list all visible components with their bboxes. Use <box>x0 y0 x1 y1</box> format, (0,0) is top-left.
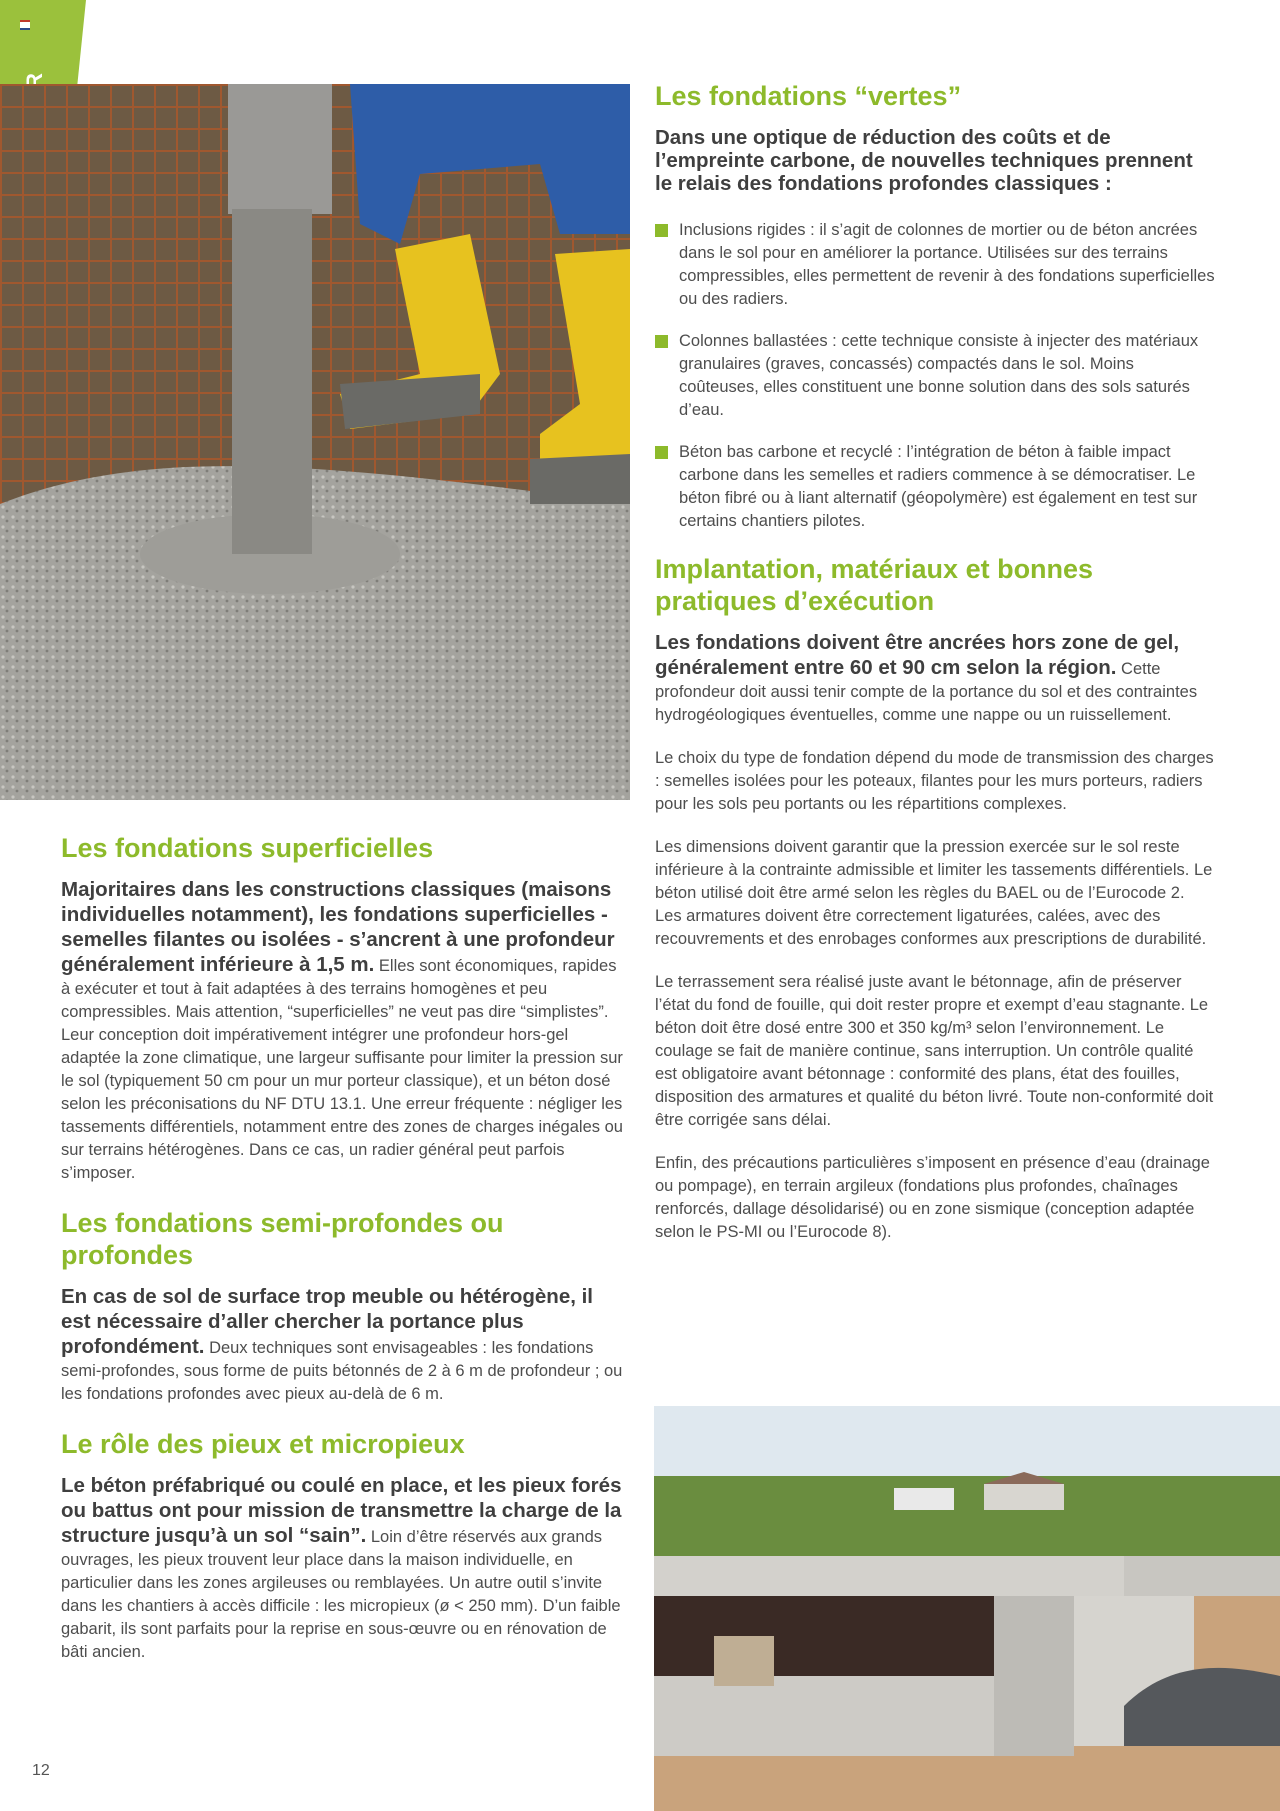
lead-text: Dans une optique de réduction des coûts et de l’empreinte carbone, de nouvelles techniques prennent le relais des fondations profondes classiques : <box>655 126 1193 195</box>
paragraph: Les dimensions doivent garantir que la pression exercée sur le sol reste inférieure à la contrainte admissible et limiter les tassements différentiels. Le béton utilisé doit être armé selon les règles du BAEL ou de l’Eurocode 2. Les armatures doivent être correctement ligaturées, calées, avec des recouvrements et des enrobages conformes aux prescriptions de durabilité. <box>655 838 1213 948</box>
lead-text: Majoritaires dans les constructions classiques (maisons individuelles notamment), les fondations superficielles - semelles filantes ou isolées - s’ancrent à une profondeur généralement inférieure à 1,5 m. <box>61 878 615 976</box>
photo-concrete-pouring <box>0 84 630 800</box>
section-implantation <box>655 553 1215 1244</box>
section-pieux <box>61 1428 626 1664</box>
list-item <box>655 330 1215 422</box>
lead-text: En cas de sol de surface trop meuble ou hétérogène, il est nécessaire d’aller chercher la portance plus profondément. <box>61 1285 593 1358</box>
section-text <box>655 631 1215 727</box>
bullet-square-icon <box>655 224 668 237</box>
section-title: Le rôle des pieux et micropieux <box>61 1429 465 1459</box>
lead-text: Le béton préfabriqué ou coulé en place, et les pieux forés ou battus ont pour mission de transmettre la charge de la structure jusqu’à un sol “sain”. <box>61 1474 622 1547</box>
section-title: Implantation, matériaux et bonnes pratiques d’exécution <box>655 554 1094 616</box>
section-semi-profondes <box>61 1207 626 1406</box>
section-text <box>61 1285 626 1406</box>
body-text: Loin d’être réservés aux grands ouvrages, les pieux trouvent leur place dans la maison individuelle, en particulier dans les zones argileuses ou remblayées. Un autre outil s’invite dans les chantiers à accès difficile : les micropieux (ø < 250 mm). D’un faible gabarit, ils sont parfaits pour la reprise en sous-œuvre ou en rénovation de bâti ancien. <box>61 1528 621 1661</box>
left-column <box>61 832 626 1686</box>
paragraph: Le choix du type de fondation dépend du mode de transmission des charges : semelles isolées pour les poteaux, filantes pour les murs porteurs, radiers pour les sols peu portants ou les répartitions complexes. <box>655 749 1214 813</box>
section-title: Les fondations superficielles <box>61 833 434 863</box>
bullet-list <box>655 219 1215 533</box>
paragraph: Enfin, des précautions particulières s’imposent en présence d’eau (drainage ou pompage), en terrain argileux (fondations plus profondes, chaînages renforcés, dallage désolidarisé) ou en zone sismique (conception adaptée selon le PS-MI ou l’Eurocode 8). <box>655 1154 1210 1241</box>
list-item-text: Inclusions rigides : il s’agit de colonnes de mortier ou de béton ancrées dans le sol pour en améliorer la portance. Utilisées sur des terrains compressibles, elles permettent de revenir à des fondations superficielles ou des radiers. <box>679 221 1215 308</box>
list-item <box>655 441 1215 533</box>
right-column <box>655 80 1215 1264</box>
list-item-text: Colonnes ballastées : cette technique consiste à injecter des matériaux granulaires (graves, concassés) compactés dans le sol. Moins coûteuses, elles constituent une bonne solution dans des sols saturés d’eau. <box>679 332 1199 419</box>
section-text <box>61 878 626 1185</box>
section-superficielles <box>61 832 626 1185</box>
page-number: 12 <box>32 1762 50 1779</box>
section-vertes <box>655 80 1215 533</box>
list-item <box>655 219 1215 311</box>
section-title: Les fondations semi-profondes ou profondes <box>61 1208 504 1270</box>
photo-foundation-walls <box>654 1406 1280 1811</box>
bullet-square-icon <box>655 335 668 348</box>
body-text: Cette profondeur doit aussi tenir compte de la portance du sol et des contraintes hydrogéologiques éventuelles, comme une nappe ou un ruissellement. <box>655 660 1198 724</box>
section-text <box>61 1474 626 1664</box>
bullet-square-icon <box>655 446 668 459</box>
lead-text: Les fondations doivent être ancrées hors zone de gel, généralement entre 60 et 90 cm selon la région. <box>655 631 1180 679</box>
list-item-text: Béton bas carbone et recyclé : l’intégration de béton à faible impact carbone dans les semelles et radiers commence à se démocratiser. Le béton fibré ou à liant alternatif (géopolymère) est également en test sur certains chantiers pilotes. <box>679 443 1198 530</box>
flag-icon <box>20 20 30 30</box>
section-title: Les fondations “vertes” <box>655 81 962 111</box>
paragraph: Le terrassement sera réalisé juste avant le bétonnage, afin de préserver l’état du fond de fouille, qui doit rester propre et exempt d’eau stagnante. Le béton doit être dosé entre 300 et 350 kg/m³ selon l’environnement. Le coulage se fait de manière continue, sans interruption. Un contrôle qualité est obligatoire avant bétonnage : conformité des plans, état des fouilles, disposition des armatures et qualité du béton livré. Toute non-conformité doit être corrigée sans délai. <box>655 973 1214 1129</box>
body-text: Deux techniques sont envisageables : les fondations semi-profondes, sous forme de puits bétonnés de 2 à 6 m de profondeur ; ou les fondations profondes avec pieux au-delà de 6 m. <box>61 1339 623 1403</box>
body-text: Elles sont économiques, rapides à exécuter et tout à fait adaptées à des terrains homogènes et peu compressibles. Mais attention, “superficielles” ne veut pas dire “simplistes”. Leur conception doit impérativement intégrer une profondeur hors-gel adaptée la zone climatique, une largeur suffisante pour limiter la pression sur le sol (typiquement 50 cm pour un mur porteur classique), et un béton dosé selon les préconisations du NF DTU 13.1. Une erreur fréquente : négliger les tassements différentiels, notamment entre des zones de charges inégales ou sur terrains hétérogènes. Dans ce cas, un radier général peut parfois s’imposer. <box>61 957 623 1182</box>
